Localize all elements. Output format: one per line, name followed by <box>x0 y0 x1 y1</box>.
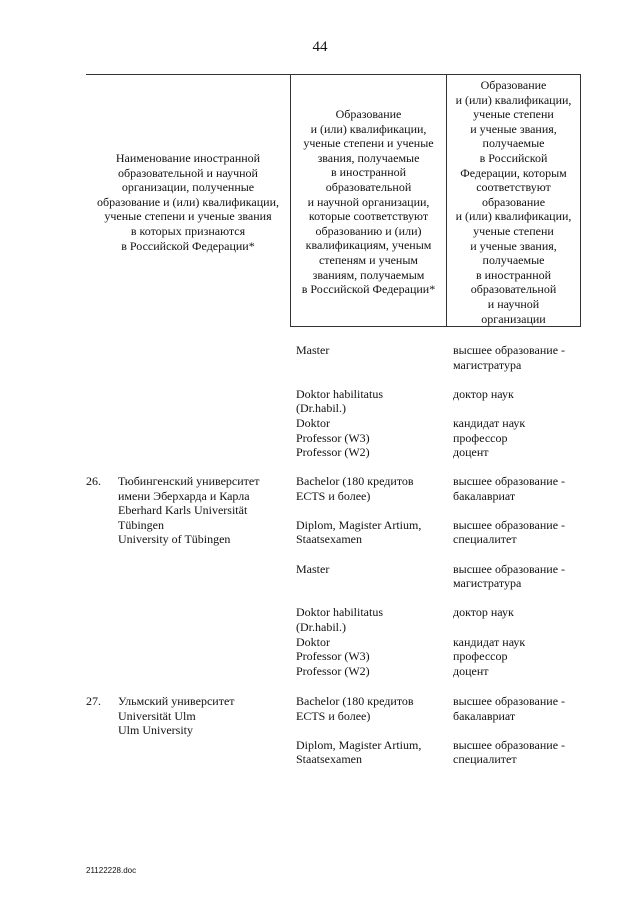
foreign-degree: ECTS и более) <box>296 488 371 503</box>
header-line: образование и (или) квалификации, <box>97 194 279 209</box>
header-line: ученые степени <box>473 107 554 122</box>
russian-equivalent: доцент <box>453 445 489 460</box>
header-line: степеням и ученым <box>318 252 419 267</box>
institution-name-line: имени Эберхарда и Карла <box>118 488 250 503</box>
russian-equivalent: доктор наук <box>453 386 514 401</box>
header-line: Образование <box>480 78 547 92</box>
header-line: в которых признаются <box>130 223 246 238</box>
header-russian-qualification <box>447 78 580 326</box>
russian-equivalent: профессор <box>453 430 508 445</box>
institution-name-line: Тюбингенский университет <box>118 474 260 488</box>
foreign-degree: Professor (W3) <box>296 430 370 445</box>
foreign-degree: Doktor <box>296 634 330 649</box>
foreign-degree: Bachelor (180 кредитов <box>296 474 414 488</box>
header-line: и ученые звания, <box>470 238 557 253</box>
header-line: образовательной <box>470 282 557 297</box>
russian-equivalent: кандидат наук <box>453 634 526 649</box>
russian-equivalent: магистратура <box>453 576 522 591</box>
header-line: получаемые <box>482 136 545 151</box>
page-number: 44 <box>312 39 328 55</box>
russian-equivalent: специалитет <box>453 532 517 547</box>
row-number: 27. <box>86 694 101 708</box>
header-line: в Российской Федерации* <box>301 282 436 297</box>
header-line: ученые степени и ученые звания <box>104 209 272 224</box>
foreign-degree: Doktor habilitatus <box>296 386 383 401</box>
foreign-degree: Doktor habilitatus <box>296 605 383 620</box>
header-foreign-qualification <box>291 107 446 297</box>
russian-equivalent: магистратура <box>453 357 522 372</box>
header-line: званиям, получаемым <box>312 267 425 282</box>
institution-name-line: Tübingen <box>118 517 164 532</box>
header-line: в Российской <box>479 150 548 165</box>
header-bottom-rule-col2 <box>290 326 447 327</box>
foreign-degree: Professor (W2) <box>296 663 370 678</box>
foreign-degree: Diplom, Magister Artium, <box>296 737 422 752</box>
header-line: и (или) квалификации, <box>310 121 427 136</box>
header-line: образовательной и научной <box>118 165 258 180</box>
russian-equivalent: доктор наук <box>453 605 514 620</box>
russian-equivalent: высшее образование - <box>453 694 566 708</box>
header-line: и (или) квалификации, <box>455 209 572 224</box>
institution-name-line: Ulm University <box>118 723 193 738</box>
header-line: Образование <box>335 107 402 121</box>
header-line: звания, получаемые <box>317 150 420 165</box>
russian-equivalent: доцент <box>453 663 489 678</box>
header-line: квалификациям, ученым <box>305 238 432 253</box>
header-line: Федерации, которым <box>460 165 567 180</box>
header-bottom-rule-col3 <box>446 326 581 327</box>
header-institution <box>86 151 290 253</box>
footer-document-code: 21122228.doc <box>86 866 137 875</box>
foreign-degree: Doktor <box>296 416 330 430</box>
russian-equivalent: специалитет <box>453 752 517 767</box>
russian-equivalent: высшее образование - <box>453 517 566 532</box>
foreign-degree: Master <box>296 343 330 357</box>
header-line: образование <box>481 194 546 209</box>
foreign-degree: ECTS и более) <box>296 708 371 723</box>
institution-name-line: Ульмский университет <box>118 694 235 708</box>
row-number: 26. <box>86 474 101 488</box>
header-line: Наименование иностранной <box>115 151 261 165</box>
header-line: соответствуют <box>476 180 551 195</box>
foreign-degree: (Dr.habil.) <box>296 620 346 634</box>
header-line: в иностранной <box>330 165 407 180</box>
header-line: и научной <box>487 296 540 311</box>
header-line: получаемые <box>482 253 545 268</box>
header-line: в Российской Федерации* <box>121 238 255 253</box>
header-line: и ученые звания, <box>470 121 557 136</box>
header-line: и (или) квалификации, <box>455 92 572 107</box>
foreign-degree: Professor (W2) <box>296 445 370 460</box>
institution-name-line: Eberhard Karls Universität <box>118 503 248 518</box>
russian-equivalent: высшее образование - <box>453 343 566 357</box>
russian-equivalent: кандидат наук <box>453 416 526 430</box>
header-line: ученые степени <box>473 223 554 238</box>
russian-equivalent: высшее образование - <box>453 474 566 488</box>
foreign-degree: Staatsexamen <box>296 752 362 767</box>
header-line: которые соответствуют <box>308 209 429 224</box>
russian-equivalent: высшее образование - <box>453 561 566 576</box>
header-line: в иностранной <box>475 267 552 282</box>
russian-equivalent: бакалавриат <box>453 488 516 503</box>
foreign-degree: Bachelor (180 кредитов <box>296 694 414 708</box>
header-line: и научной организации, <box>307 194 430 209</box>
foreign-degree: Diplom, Magister Artium, <box>296 517 422 532</box>
header-line: образовательной <box>325 179 412 194</box>
header-line: образованию и (или) <box>315 223 422 238</box>
header-line: организации <box>481 311 546 326</box>
russian-equivalent: высшее образование - <box>453 737 566 752</box>
institution-name-line: University of Tübingen <box>118 532 231 547</box>
header-top-rule <box>86 74 581 75</box>
russian-equivalent: профессор <box>453 649 508 664</box>
foreign-degree: Master <box>296 561 330 576</box>
header-line: организации, полученные <box>121 180 255 195</box>
foreign-degree: Staatsexamen <box>296 532 362 547</box>
foreign-degree: Professor (W3) <box>296 649 370 664</box>
foreign-degree: (Dr.habil.) <box>296 401 346 416</box>
header-line: ученые степени и ученые <box>303 136 434 151</box>
institution-name-line: Universität Ulm <box>118 708 196 723</box>
header-right-edge <box>580 74 581 326</box>
russian-equivalent: бакалавриат <box>453 708 516 723</box>
